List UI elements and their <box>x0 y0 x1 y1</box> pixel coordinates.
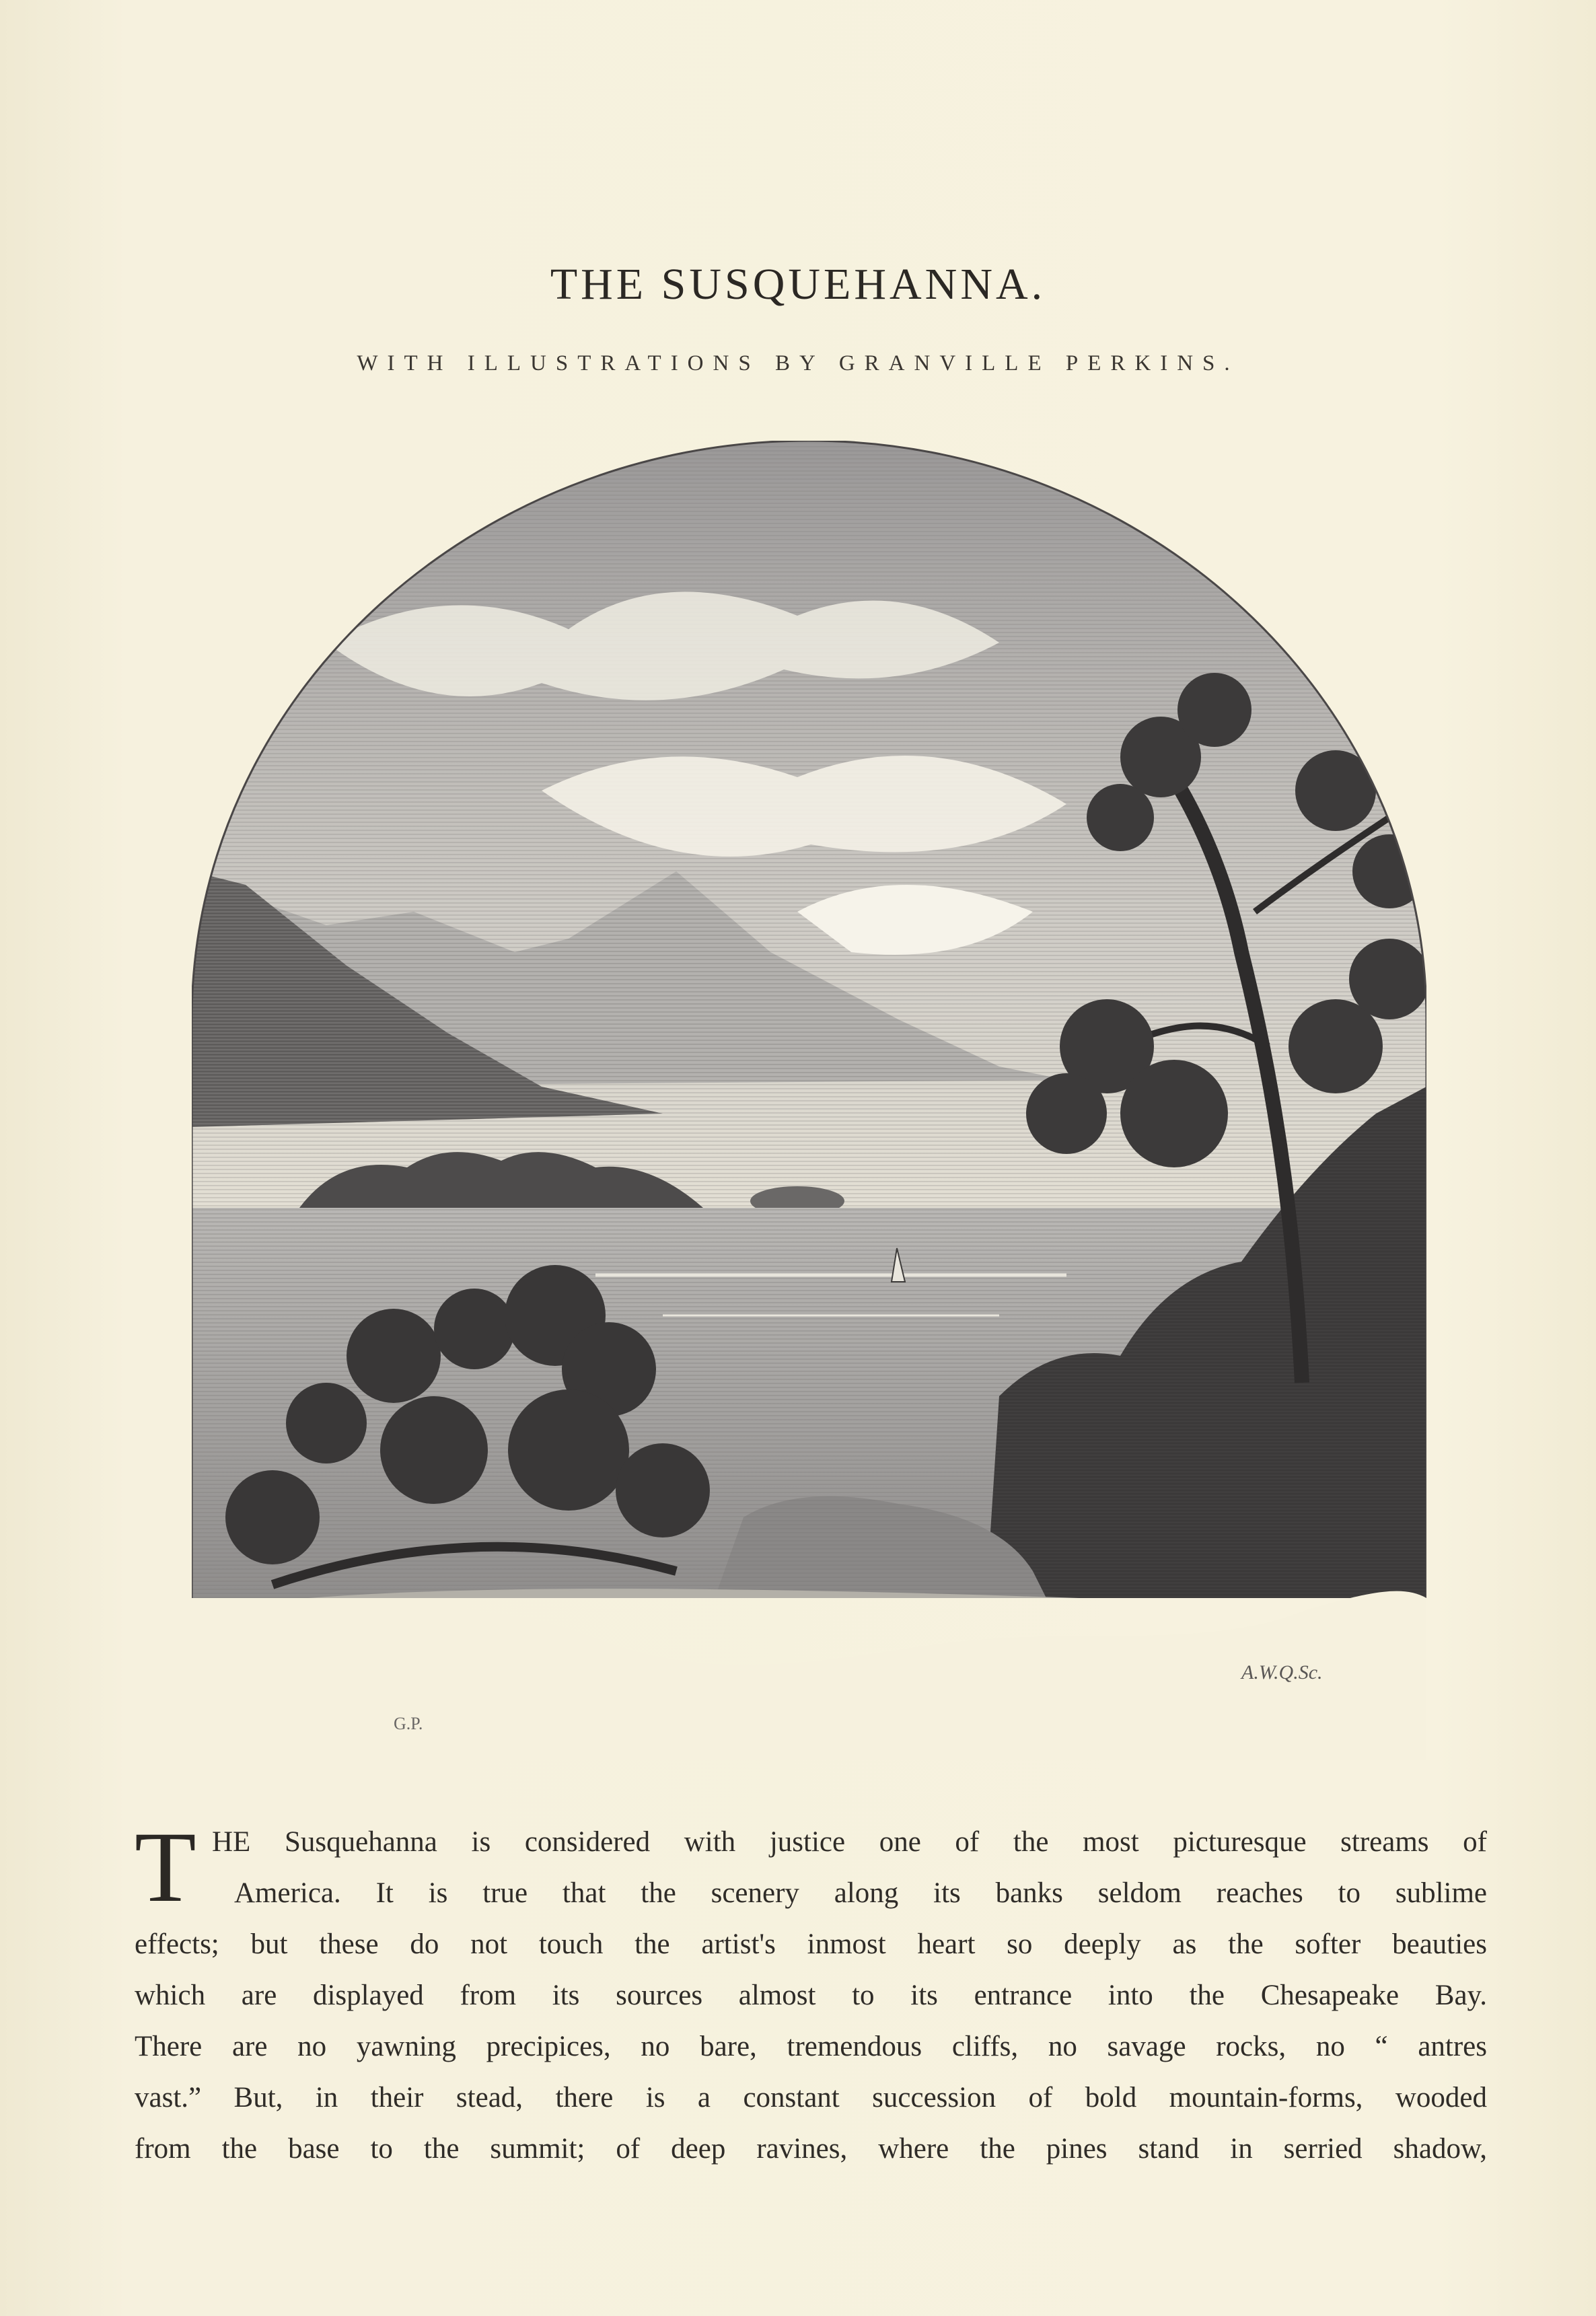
drop-cap: T <box>135 1811 196 1923</box>
text-line: HE Susquehanna is considered with justice one of the most picturesque streams of <box>212 1826 1487 1858</box>
text-line: There are no yawning precipices, no bare, tremendous cliffs, no savage rocks, no “ antres <box>135 2031 1487 2062</box>
text-line: America. It is true that the scenery along its banks seldom reaches to sublime <box>234 1877 1487 1909</box>
text-line: from the base to the summit; of deep ravines, where the pines stand in serried shadow, <box>135 2133 1487 2165</box>
page-title: THE SUSQUEHANNA. <box>550 260 1046 309</box>
text-line: effects; but these do not touch the artist's inmost heart so deeply as the softer beauties <box>135 1928 1487 1960</box>
article-body <box>135 1811 1487 2175</box>
page-subtitle: WITH ILLUSTRATIONS BY GRANVILLE PERKINS. <box>357 351 1239 375</box>
illustrator-signature: G.P. <box>394 1714 423 1733</box>
text-line: which are displayed from its sources almost to its entrance into the Chesapeake Bay. <box>135 1980 1487 2011</box>
river-landscape-engraving <box>192 441 1426 1760</box>
text-line: vast.” But, in their stead, there is a constant succession of bold mountain-forms, wooded <box>135 2082 1487 2113</box>
engraver-signature: A.W.Q.Sc. <box>1241 1661 1323 1684</box>
engraving-scene <box>192 441 1426 1760</box>
